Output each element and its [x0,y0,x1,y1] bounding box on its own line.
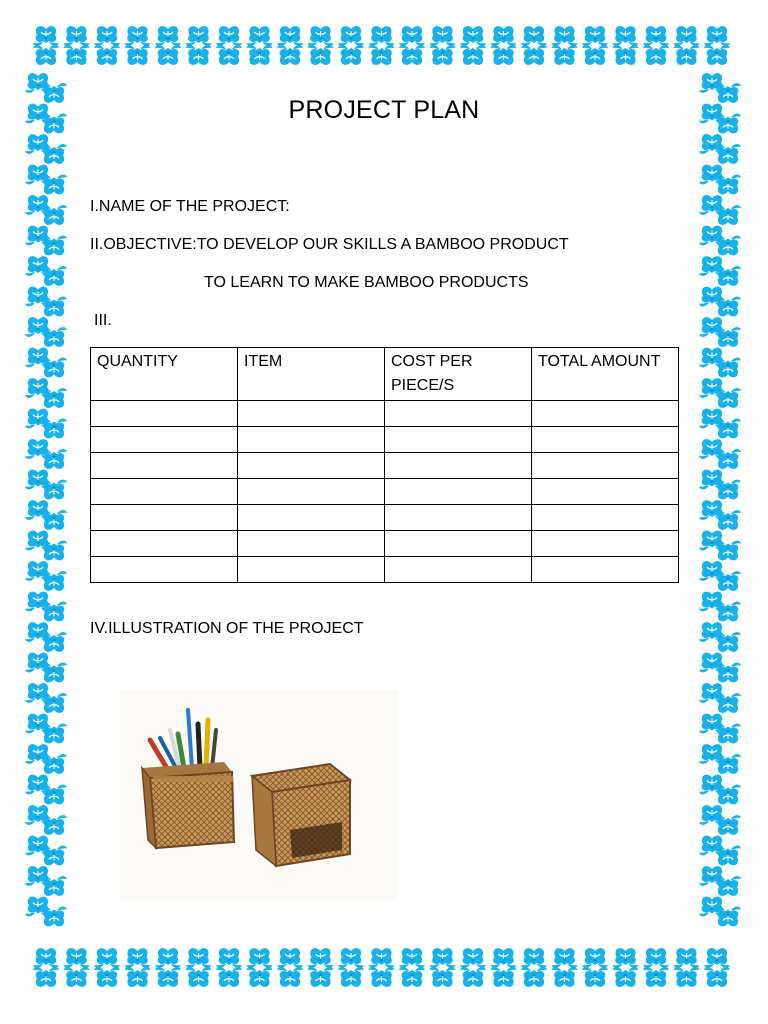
flower-icon [430,967,456,987]
flower-icon [674,967,700,987]
flower-icon [277,948,303,968]
pens-icon [150,710,216,770]
table-cell [385,479,532,505]
flower-icon [216,948,242,968]
table-cell [385,453,532,479]
flower-icon [491,45,517,65]
flower-icon [369,948,395,968]
flower-icon [277,26,303,46]
flower-icon [399,26,425,46]
table-cell [91,479,238,505]
flower-icon [94,45,120,65]
table-cell [532,401,679,427]
flower-icon [552,45,578,65]
table-row [91,505,679,531]
table-cell [532,479,679,505]
flower-icon [674,45,700,65]
flower-icon [613,948,639,968]
flower-icon [369,26,395,46]
illustration-label: IV.ILLUSTRATION OF THE PROJECT [90,620,364,637]
table-cell [91,453,238,479]
flower-icon [582,967,608,987]
objective-text: II.OBJECTIVE:TO DEVELOP OUR SKILLS A BAMBOO PRODUCT [90,236,569,253]
flower-icon [155,26,181,46]
table-row [91,531,679,557]
table-cell [532,557,679,583]
flower-icon [247,967,273,987]
table-row [91,453,679,479]
project-name-label: I.NAME OF THE PROJECT: [90,198,290,215]
table-cell [532,531,679,557]
flower-icon [643,948,669,968]
flower-icon [155,967,181,987]
flower-icon [491,967,517,987]
flower-icon [582,948,608,968]
flower-icon [216,45,242,65]
bamboo-products-illustration [120,690,398,900]
flower-icon [643,45,669,65]
flower-icon [338,948,364,968]
flower-icon [33,26,59,46]
table-cell [91,401,238,427]
flower-icon [552,26,578,46]
flower-icon [125,26,151,46]
flower-icon [704,26,730,46]
flower-icon [186,948,212,968]
flower-icon [613,967,639,987]
table-cell [385,531,532,557]
table-row [91,557,679,583]
flower-icon [338,967,364,987]
flower-icon [613,26,639,46]
pen-holder-box-icon [142,762,234,848]
flower-icon [674,26,700,46]
flower-icon [186,26,212,46]
table-body [91,401,679,583]
flower-icon [64,967,90,987]
flower-icon [674,948,700,968]
flower-icon [247,26,273,46]
table-header-row [91,348,679,401]
flower-icon [552,967,578,987]
flower-icon [247,948,273,968]
flower-icon [308,26,334,46]
table-cell [91,531,238,557]
flower-icon [155,948,181,968]
flower-icon [308,948,334,968]
flower-icon [643,967,669,987]
flower-icon [582,26,608,46]
table-cell [238,479,385,505]
flower-icon [94,26,120,46]
flower-icon [613,45,639,65]
header-item: ITEM [238,348,385,401]
table-cell [238,505,385,531]
table-cell [385,557,532,583]
header-cost-per-piece: COST PER PIECE/S [385,348,532,401]
flower-icon [491,948,517,968]
table-row [91,401,679,427]
flower-icon [125,948,151,968]
table-cell [532,505,679,531]
flower-icon [491,26,517,46]
flower-icon [399,967,425,987]
cost-table [90,347,679,583]
flower-icon [94,948,120,968]
flower-icon [64,948,90,968]
flower-icon [277,967,303,987]
header-total-amount: TOTAL AMOUNT [532,348,679,401]
flower-icon [277,45,303,65]
flower-icon [521,948,547,968]
flower-icon [704,948,730,968]
flower-icon [369,967,395,987]
flower-icon [369,45,395,65]
flower-icon [582,45,608,65]
flower-icon [216,26,242,46]
flower-icon [460,948,486,968]
flower-icon [33,967,59,987]
flower-icon [430,26,456,46]
table-cell [91,557,238,583]
table-row [91,427,679,453]
flower-icon [125,45,151,65]
flower-icon [399,948,425,968]
flower-icon [521,26,547,46]
flower-icon [338,26,364,46]
table-cell [238,557,385,583]
table-cell [385,401,532,427]
flower-icon [33,948,59,968]
flower-icon [155,45,181,65]
flower-icon [186,45,212,65]
table-row [91,479,679,505]
flower-icon [704,45,730,65]
flower-icon [94,967,120,987]
flower-icon [216,967,242,987]
objective-continuation: TO LEARN TO MAKE BAMBOO PRODUCTS [204,274,529,291]
flower-icon [125,967,151,987]
flower-icon [64,26,90,46]
flower-icon [460,967,486,987]
flower-icon [430,45,456,65]
header-quantity: QUANTITY [91,348,238,401]
flower-icon [308,967,334,987]
table-cell [238,531,385,557]
flower-icon [460,26,486,46]
table-cell [238,427,385,453]
flower-icon [430,948,456,968]
section-three-label: III. [94,312,112,329]
table-cell [91,505,238,531]
page-title: PROJECT PLAN [288,96,480,124]
flower-icon [643,26,669,46]
table-cell [91,427,238,453]
flower-icon [186,967,212,987]
flower-icon [33,45,59,65]
table-cell [238,401,385,427]
flower-icon [521,967,547,987]
bamboo-box-icon [252,764,350,866]
flower-icon [64,45,90,65]
flower-icon [521,45,547,65]
table-cell [385,505,532,531]
flower-icon [247,45,273,65]
flower-icon [704,967,730,987]
table-cell [532,453,679,479]
flower-icon [308,45,334,65]
table-cell [532,427,679,453]
table-cell [238,453,385,479]
table-cell [385,427,532,453]
flower-icon [399,45,425,65]
flower-icon [460,45,486,65]
flower-icon [552,948,578,968]
flower-icon [338,45,364,65]
